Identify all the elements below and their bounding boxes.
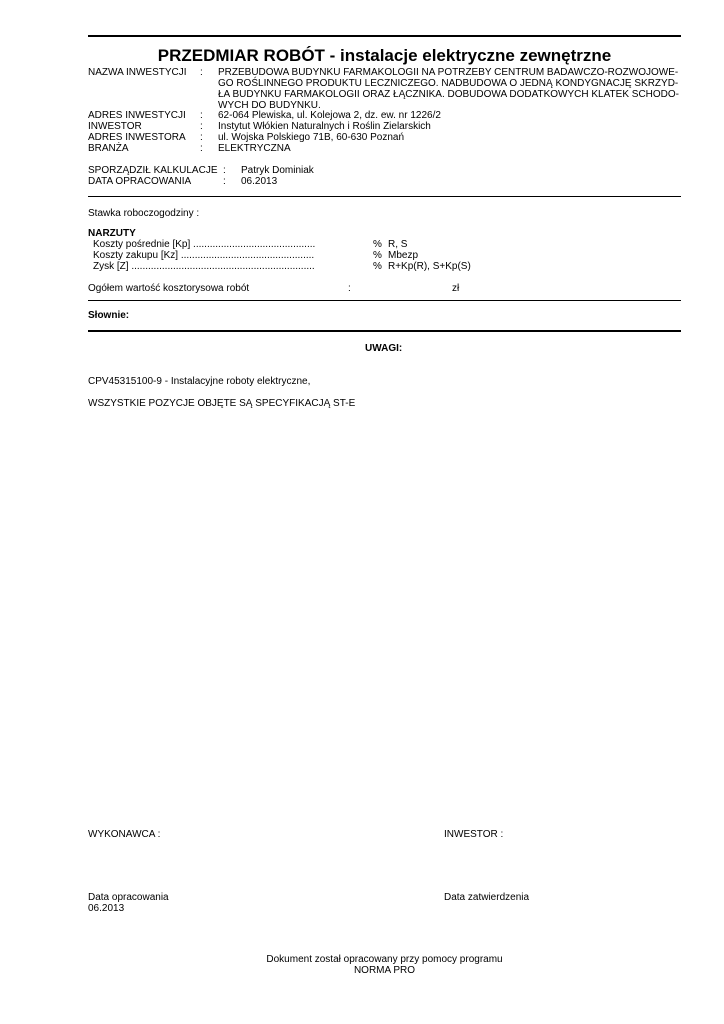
data-opracowania-sig-label: Data opracowania <box>88 892 169 903</box>
data-opracowania-label: DATA OPRACOWANIA <box>88 176 192 187</box>
adres-inwestycji-label: ADRES INWESTYCJI <box>88 110 186 121</box>
narzut-percent: % <box>373 239 382 250</box>
nazwa-inwestycji-label: NAZWA INWESTYCJI <box>88 67 187 78</box>
note-line: CPV45315100-9 - Instalacyjne roboty elektryczne, <box>88 376 311 387</box>
narzut-label: Koszty pośrednie [Kp] ............................................ <box>93 239 316 250</box>
slownie-label: Słownie: <box>88 310 130 321</box>
narzut-label: Zysk [Z] .................................................................. <box>93 261 315 272</box>
document-title: PRZEDMIAR ROBÓT - instalacje elektryczne zewnętrzne <box>157 46 612 65</box>
colon: : <box>200 143 203 154</box>
adres-inwestora-label: ADRES INWESTORA <box>88 132 186 143</box>
nazwa-line-3: ŁA BUDYNKU FARMAKOLOGII ORAZ ŁĄCZNIKA. DOBUDOWA DODATKOWYCH KLATEK SCHODO- <box>218 89 679 100</box>
nazwa-line-4: WYCH DO BUDYNKU. <box>218 100 321 111</box>
branza-value: ELEKTRYCZNA <box>218 143 291 154</box>
divider <box>88 330 681 332</box>
nazwa-line-1: PRZEBUDOWA BUDYNKU FARMAKOLOGII NA POTRZEBY CENTRUM BADAWCZO-ROZWOJOWE- <box>218 67 679 78</box>
inwestor-label: INWESTOR <box>88 121 142 132</box>
note-line: WSZYSTKIE POZYCJE OBJĘTE SĄ SPECYFIKACJĄ ST-E <box>88 398 356 409</box>
data-opracowania-sig-value: 06.2013 <box>88 903 125 914</box>
footer-line-1: Dokument został opracowany przy pomocy programu <box>266 954 503 965</box>
wykonawca-label: WYKONAWCA : <box>88 829 161 840</box>
sporzadzil-label: SPORZĄDZIŁ KALKULACJE <box>88 165 218 176</box>
adres-inwestycji-value: 62-064 Plewiska, ul. Kolejowa 2, dz. ew. nr 1226/2 <box>218 110 441 121</box>
colon: : <box>200 110 203 121</box>
ogolem-label: Ogółem wartość kosztorysowa robót <box>88 283 250 294</box>
footer-line-2: NORMA PRO <box>353 965 416 976</box>
colon: : <box>200 67 203 78</box>
colon: : <box>223 176 226 187</box>
divider <box>88 300 681 301</box>
narzut-value: R+Kp(R), S+Kp(S) <box>388 261 471 272</box>
sporzadzil-value: Patryk Dominiak <box>241 165 314 176</box>
data-opracowania-value: 06.2013 <box>241 176 278 187</box>
divider <box>88 196 681 197</box>
narzut-value: R, S <box>388 239 408 250</box>
inwestor-signature-label: INWESTOR : <box>444 829 504 840</box>
data-zatwierdzenia-label: Data zatwierdzenia <box>444 892 530 903</box>
narzut-percent: % <box>373 261 382 272</box>
narzut-value: Mbezp <box>388 250 419 261</box>
colon: : <box>200 121 203 132</box>
ogolem-colon: : <box>348 283 351 294</box>
stawka-label: Stawka roboczogodziny : <box>88 208 200 219</box>
ogolem-currency: zł <box>452 283 460 294</box>
narzut-percent: % <box>373 250 382 261</box>
uwagi-heading: UWAGI: <box>365 343 403 354</box>
narzut-label: Koszty zakupu [Kz] ................................................ <box>93 250 315 261</box>
inwestor-value: Instytut Włókien Naturalnych i Roślin Zielarskich <box>218 121 431 132</box>
colon: : <box>223 165 226 176</box>
adres-inwestora-value: ul. Wojska Polskiego 71B, 60-630 Poznań <box>218 132 405 143</box>
branza-label: BRANŻA <box>88 143 129 154</box>
colon: : <box>200 132 203 143</box>
narzuty-heading: NARZUTY <box>88 228 136 239</box>
nazwa-line-2: GO ROŚLINNEGO PRODUKTU LECZNICZEGO. NADBUDOWA O JEDNĄ KONDYGNACJĘ SKRZYD- <box>218 78 679 89</box>
top-rule <box>88 35 681 37</box>
